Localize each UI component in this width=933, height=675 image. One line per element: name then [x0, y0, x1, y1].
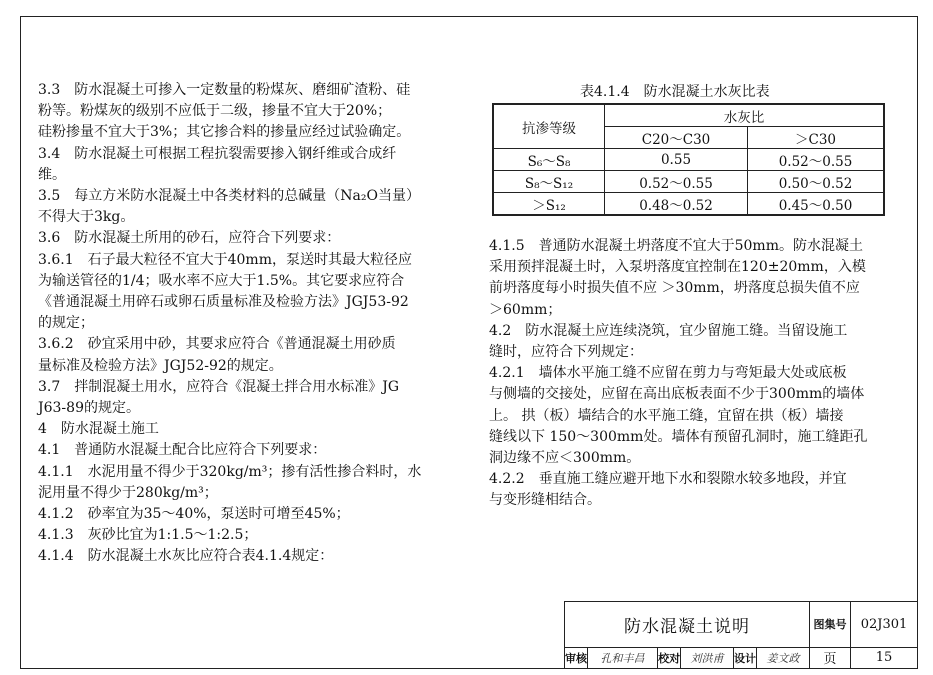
cell-gt-c30: 0.50～0.52: [748, 171, 885, 193]
page-label: 页: [810, 647, 851, 668]
text-line: 3.7 拌制混凝土用水，应符合《混凝土拌合用水标准》JG: [38, 378, 400, 395]
cell-c20-c30: 0.48～0.52: [605, 193, 748, 216]
review-label: 审核: [565, 647, 588, 668]
text-line: 4.1.3 灰砂比宜为1:1.5～1:2.5；: [38, 527, 258, 544]
right-text-column: [489, 236, 899, 512]
text-line: 3.5 每立方米防水混凝土中各类材料的总碱量（Na₂O当量）: [38, 188, 420, 205]
text-line: 粉等。粉煤灰的级别不应低于二级，掺量不宜大于20%；: [38, 103, 392, 120]
cell-c20-c30: 0.52～0.55: [605, 171, 748, 193]
cell-gt-c30: 0.45～0.50: [748, 193, 885, 216]
text-line: 3.3 防水混凝土可掺入一定数量的粉煤灰、磨细矿渣粉、硅: [38, 82, 411, 98]
header-grade: 抗渗等级: [493, 104, 605, 149]
text-line: 不得大于3kg。: [38, 209, 135, 226]
cell-grade: ＞S₁₂: [493, 193, 605, 216]
text-line: 为输送管径的1/4；吸水率不应大于1.5%。其它要求应符合: [38, 272, 405, 289]
text-line: J63-89的规定。: [38, 400, 140, 417]
table-row: [493, 149, 884, 171]
table-row: [493, 193, 884, 216]
text-line: 与变形缝相结合。: [489, 492, 601, 509]
text-line: 量标准及检验方法》JGJ52-92的规定。: [38, 357, 283, 374]
header-wc: 水灰比: [605, 104, 885, 127]
text-line: 4.1.5 普通防水混凝土坍落度不宜大于50mm。防水混凝土: [489, 238, 863, 254]
text-line: 4.1.4 防水混凝土水灰比应符合表4.1.4规定：: [38, 548, 334, 565]
text-line: 3.6 防水混凝土所用的砂石，应符合下列要求：: [38, 230, 341, 247]
water-cement-ratio-table: [492, 103, 885, 216]
text-line: 硅粉掺量不宜大于3%；其它掺合料的掺量应经过试验确定。: [38, 124, 411, 141]
table-row: [493, 171, 884, 193]
left-text-column: [38, 80, 458, 568]
text-line: 4.1.1 水泥用量不得少于320kg/m³；掺有活性掺合料时，水: [38, 463, 422, 480]
design-signature: 姜文政: [757, 647, 810, 668]
check-signature: 刘洪甫: [681, 647, 734, 668]
text-line: 《普通混凝土用碎石或卵石质量标准及检验方法》JGJ53-92: [38, 294, 409, 311]
text-line: 前坍落度每小时损失值不应 ＞30mm，坍落度总损失值不应: [489, 280, 860, 297]
text-line: 4 防水混凝土施工: [38, 421, 159, 438]
page-number: 15: [851, 647, 918, 668]
review-signature: 孔和丰昌: [588, 647, 658, 668]
text-line: 洞边缘不应＜300mm。: [489, 450, 641, 467]
text-line: 4.1.2 砂率宜为35～40%，泵送时可增至45%；: [38, 506, 350, 523]
drawing-title: 防水混凝土说明: [565, 602, 810, 648]
cell-grade: S₆～S₈: [493, 149, 605, 171]
text-line: 3.6.1 石子最大粒径不宜大于40mm，泵送时其最大粒径应: [38, 251, 412, 268]
text-line: 3.4 防水混凝土可根据工程抗裂需要掺入钢纤维或合成纤: [38, 145, 397, 162]
text-line: 缝线以下 150～300mm处。墙体有预留孔洞时，施工缝距孔: [489, 428, 868, 445]
cell-gt-c30: 0.52～0.55: [748, 149, 885, 171]
text-line: 的规定；: [38, 315, 94, 332]
text-line: 4.2 防水混凝土应连续浇筑，宜少留施工缝。当留设施工: [489, 322, 848, 339]
text-line: 3.6.2 砂宜采用中砂，其要求应符合《普通混凝土用砂质: [38, 336, 396, 353]
design-label: 设计: [734, 647, 757, 668]
text-line: 缝时，应符合下列规定：: [489, 344, 643, 361]
text-line: 4.1 普通防水混凝土配合比应符合下列要求：: [38, 442, 327, 459]
cell-c20-c30: 0.55: [605, 149, 748, 171]
title-block: [564, 601, 918, 669]
text-line: 4.2.2 垂直施工缝应避开地下水和裂隙水较多地段，并宜: [489, 471, 847, 488]
text-line: 维。: [38, 166, 66, 183]
subheader-gt-c30: ＞C30: [748, 127, 885, 149]
text-line: 与侧墙的交接处，应留在高出底板表面不少于300mm的墙体: [489, 386, 865, 403]
check-label: 校对: [658, 647, 681, 668]
table-title: 表4.1.4 防水混凝土水灰比表: [580, 84, 770, 100]
text-line: 4.2.1 墙体水平施工缝不应留在剪力与弯矩最大处或底板: [489, 365, 847, 382]
text-line: 采用预拌混凝土时，入泵坍落度宜控制在120±20mm，入模: [489, 259, 866, 276]
atlas-label: 图集号: [810, 602, 851, 648]
subheader-c20-c30: C20～C30: [605, 127, 748, 149]
text-line: 上。 拱（板）墙结合的水平施工缝，宜留在拱（板）墙接: [489, 407, 844, 424]
atlas-number: 02J301: [851, 602, 918, 648]
text-line: 泥用量不得少于280kg/m³；: [38, 484, 218, 501]
text-line: ＞60mm；: [489, 301, 562, 318]
cell-grade: S₈～S₁₂: [493, 171, 605, 193]
